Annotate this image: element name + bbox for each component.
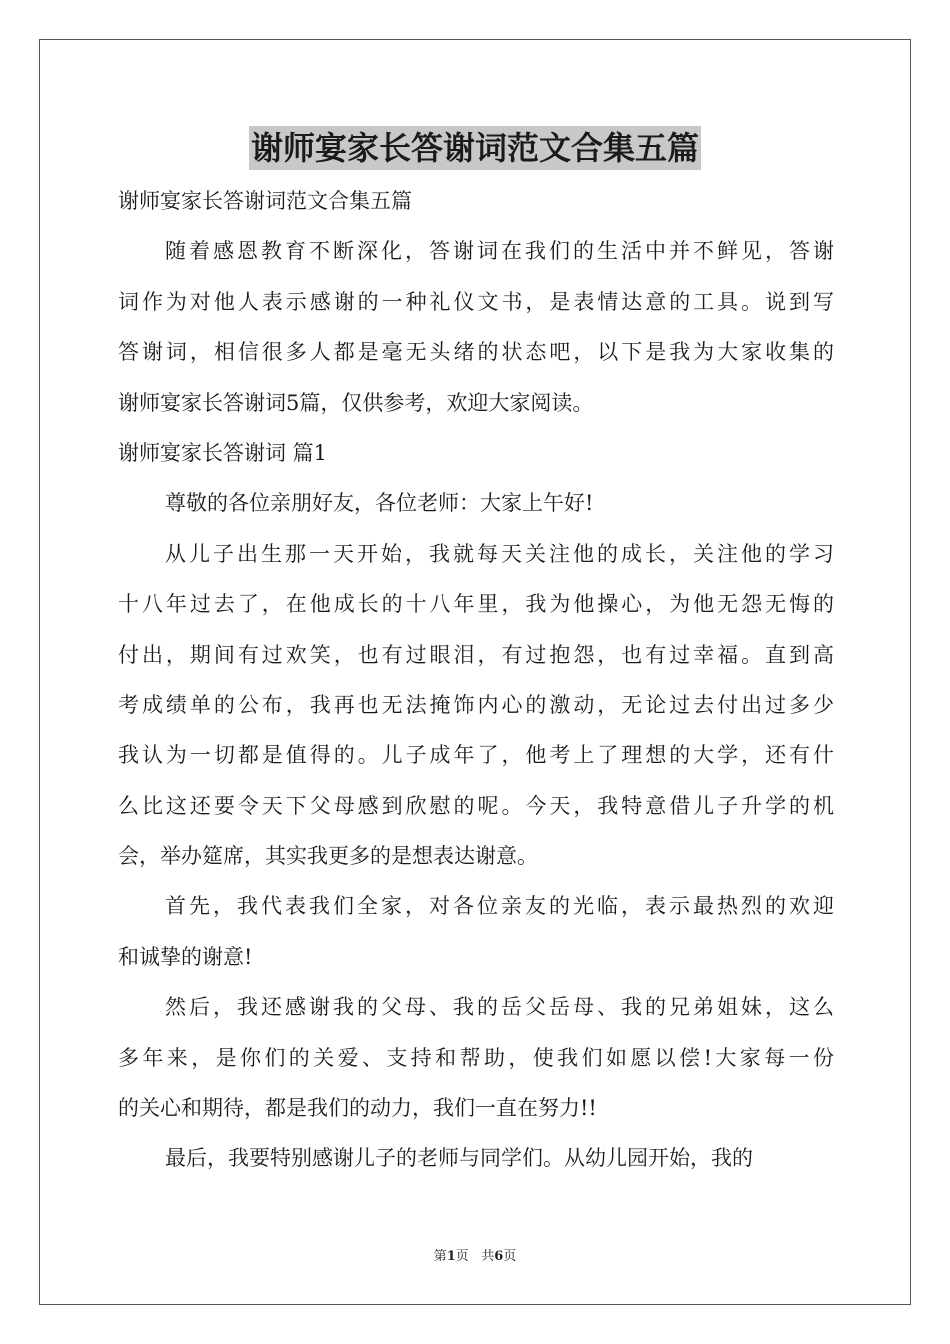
paragraph: [118, 529, 834, 882]
paragraph-line: 然后，我还感谢我的父母、我的岳父岳母、我的兄弟姐妹，这么: [165, 995, 834, 1020]
footer-total-prefix: 共: [481, 1249, 495, 1264]
document-title: 谢师宴家长答谢词范文合集五篇: [249, 126, 701, 170]
paragraph-line: 和诚挚的谢意!: [118, 944, 253, 969]
footer-page-prefix: 第: [433, 1249, 447, 1264]
paragraph-line: 么比这还要令天下父母感到欣慰的呢。今天，我特意借儿子升学的机: [118, 793, 834, 818]
paragraph-line: 谢师宴家长答谢词 篇1: [118, 440, 328, 465]
paragraph: [118, 428, 834, 478]
paragraph-line: 考成绩单的公布，我再也无法掩饰内心的激动，无论过去付出过多少: [118, 692, 834, 717]
paragraph-line: 随着感恩教育不断深化，答谢词在我们的生活中并不鲜见，答谢: [165, 239, 834, 264]
footer-page-suffix: 页: [455, 1249, 469, 1264]
paragraph-line: 谢师宴家长答谢词范文合集五篇: [118, 189, 412, 213]
footer-total-pages: 6: [494, 1249, 504, 1264]
footer-page-number: 1: [446, 1249, 456, 1264]
title-wrap: [0, 126, 950, 170]
paragraph-line: 最后，我要特别感谢儿子的老师与同学们。从幼儿园开始，我的: [165, 1146, 753, 1171]
paragraph-line: 答谢词，相信很多人都是毫无头绪的状态吧，以下是我为大家收集的: [118, 340, 834, 365]
paragraph-line: 首先，我代表我们全家，对各位亲友的光临，表示最热烈的欢迎: [165, 894, 834, 919]
paragraph-line: 谢师宴家长答谢词5篇，仅供参考，欢迎大家阅读。: [118, 390, 594, 415]
paragraph: [118, 1133, 834, 1183]
paragraph-line: 多年来，是你们的关爱、支持和帮助，使我们如愿以偿!大家每一份: [118, 1045, 834, 1070]
paragraph: [118, 176, 834, 226]
paragraph-line: 会，举办筵席，其实我更多的是想表达谢意。: [118, 844, 538, 869]
document-body: [118, 176, 834, 1184]
paragraph: [118, 982, 834, 1133]
paragraph-line: 尊敬的各位亲朋好友，各位老师：大家上午好!: [165, 491, 594, 516]
paragraph-line: 我认为一切都是值得的。儿子成年了，他考上了理想的大学，还有什: [118, 743, 834, 768]
paragraph: [118, 226, 834, 428]
paragraph: [118, 478, 834, 528]
paragraph-line: 付出，期间有过欢笑，也有过眼泪，有过抱怨，也有过幸福。直到高: [118, 642, 834, 667]
page-footer: [0, 1245, 950, 1264]
paragraph-line: 十八年过去了，在他成长的十八年里，我为他操心，为他无怨无悔的: [118, 592, 834, 617]
paragraph-line: 的关心和期待，都是我们的动力，我们一直在努力!!: [118, 1096, 597, 1121]
paragraph-line: 词作为对他人表示感谢的一种礼仪文书，是表情达意的工具。说到写: [118, 289, 834, 314]
paragraph-line: 从儿子出生那一天开始，我就每天关注他的成长，关注他的学习: [165, 541, 834, 566]
paragraph: [118, 881, 834, 982]
footer-total-suffix: 页: [503, 1249, 517, 1264]
